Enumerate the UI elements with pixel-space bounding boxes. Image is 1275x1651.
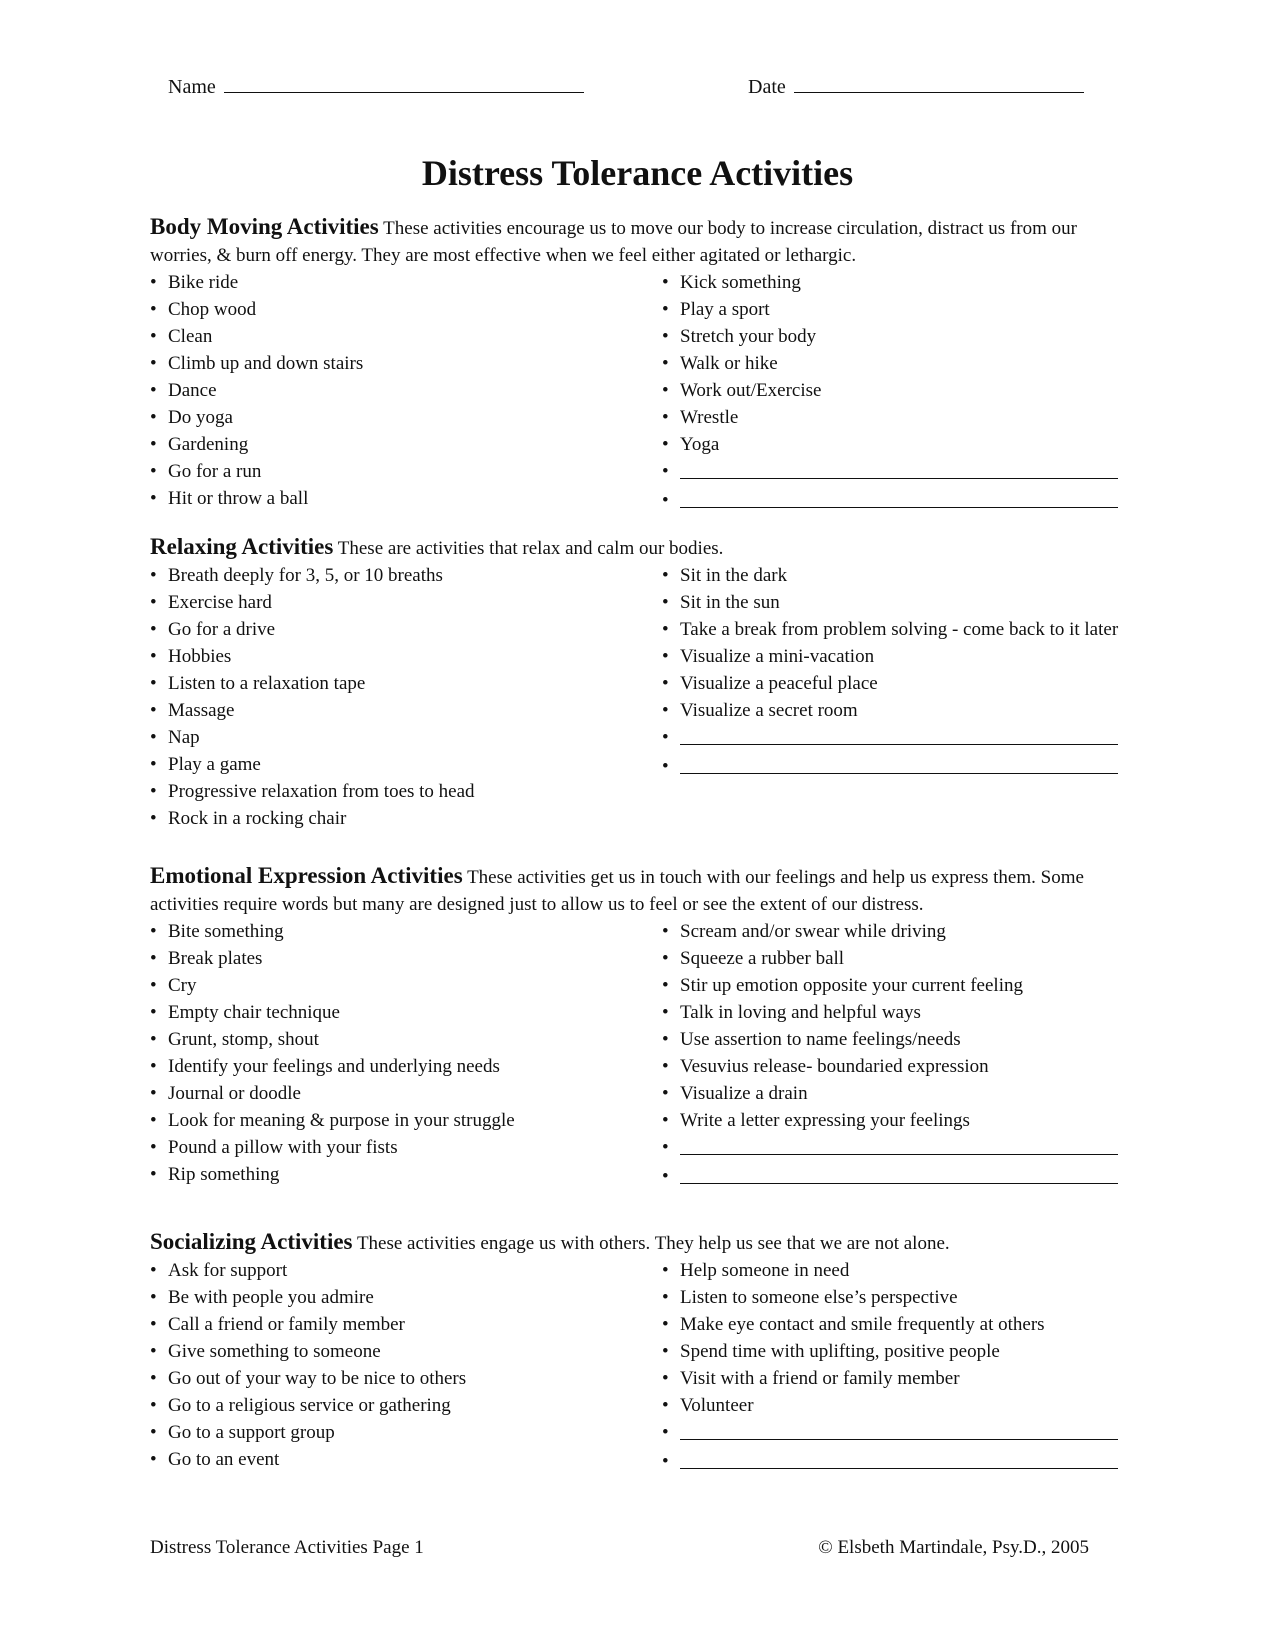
list-item: • Volunteer [662, 1392, 1125, 1419]
date-blank-line[interactable] [794, 74, 1084, 93]
list-item: • Go to a support group [150, 1419, 662, 1446]
blank-list-item[interactable] [662, 1448, 1125, 1477]
list-item: • Rock in a rocking chair [150, 805, 662, 832]
write-in-line[interactable] [680, 487, 1118, 508]
write-in-line[interactable] [680, 1419, 1118, 1440]
list-item: • Listen to someone else’s perspective [662, 1284, 1125, 1311]
section-intro [150, 213, 1125, 269]
list-item: • Grunt, stomp, shout [150, 1026, 662, 1053]
list-item: • Listen to a relaxation tape [150, 670, 662, 697]
list-item: • Stir up emotion opposite your current feeling [662, 972, 1125, 999]
list-item: • Gardening [150, 431, 662, 458]
write-in-line[interactable] [680, 458, 1118, 479]
right-list [662, 562, 1125, 832]
list-item: • Hit or throw a ball [150, 485, 662, 512]
section-socializing [150, 1228, 1125, 1477]
section-heading: Body Moving Activities [150, 214, 379, 239]
list-item: • Bite something [150, 918, 662, 945]
blank-list-item[interactable] [662, 458, 1125, 487]
blank-list-item[interactable] [662, 1134, 1125, 1163]
list-item: • Bike ride [150, 269, 662, 296]
list-item: • Work out/Exercise [662, 377, 1125, 404]
list-item: • Make eye contact and smile frequently at others [662, 1311, 1125, 1338]
list-item: • Nap [150, 724, 662, 751]
list-item: • Identify your feelings and underlying needs [150, 1053, 662, 1080]
section-description: These are activities that relax and calm our bodies. [337, 538, 724, 559]
list-item: • Go for a drive [150, 616, 662, 643]
list-item: • Play a sport [662, 296, 1125, 323]
section-heading: Relaxing Activities [150, 534, 334, 559]
write-in-line[interactable] [680, 1163, 1118, 1184]
list-item: • Talk in loving and helpful ways [662, 999, 1125, 1026]
list-item: • Pound a pillow with your fists [150, 1134, 662, 1161]
list-item: • Visualize a drain [662, 1080, 1125, 1107]
list-item: • Go to a religious service or gathering [150, 1392, 662, 1419]
name-label: Name [168, 76, 216, 98]
name-field[interactable] [168, 74, 584, 99]
left-list [150, 1257, 662, 1477]
list-item: • Progressive relaxation from toes to head [150, 778, 662, 805]
list-item: • Massage [150, 697, 662, 724]
list-item: • Look for meaning & purpose in your struggle [150, 1107, 662, 1134]
list-item: • Kick something [662, 269, 1125, 296]
blank-list-item[interactable] [662, 724, 1125, 753]
list-item: • Walk or hike [662, 350, 1125, 377]
list-item: • Go to an event [150, 1446, 662, 1473]
section-heading: Socializing Activities [150, 1229, 353, 1254]
list-item: • Help someone in need [662, 1257, 1125, 1284]
list-item: • Clean [150, 323, 662, 350]
list-item: • Visualize a secret room [662, 697, 1125, 724]
list-item: • Visualize a mini-vacation [662, 643, 1125, 670]
list-item: • Hobbies [150, 643, 662, 670]
list-item: • Sit in the dark [662, 562, 1125, 589]
list-item: • Dance [150, 377, 662, 404]
list-item: • Squeeze a rubber ball [662, 945, 1125, 972]
footer-page-label: Distress Tolerance Activities Page 1 [150, 1537, 424, 1558]
section-heading: Emotional Expression Activities [150, 863, 463, 888]
list-item: • Scream and/or swear while driving [662, 918, 1125, 945]
list-item: • Exercise hard [150, 589, 662, 616]
section-relaxing [150, 533, 1125, 832]
list-item: • Visualize a peaceful place [662, 670, 1125, 697]
list-item: • Give something to someone [150, 1338, 662, 1365]
list-item: • Go for a run [150, 458, 662, 485]
list-item: • Do yoga [150, 404, 662, 431]
list-item: • Play a game [150, 751, 662, 778]
list-item: • Journal or doodle [150, 1080, 662, 1107]
list-item: • Vesuvius release- boundaried expression [662, 1053, 1125, 1080]
page-title: Distress Tolerance Activities [421, 153, 854, 193]
list-item: • Stretch your body [662, 323, 1125, 350]
left-list [150, 918, 662, 1192]
section-description: These activities engage us with others. They help us see that we are not alone. [356, 1233, 950, 1254]
blank-list-item[interactable] [662, 753, 1125, 782]
blank-list-item[interactable] [662, 1419, 1125, 1448]
section-emotional-expression [150, 862, 1125, 1192]
write-in-line[interactable] [680, 1448, 1118, 1469]
list-item: • Go out of your way to be nice to others [150, 1365, 662, 1392]
section-intro [150, 533, 1125, 562]
blank-list-item[interactable] [662, 487, 1125, 516]
section-intro [150, 862, 1125, 918]
list-item: • Ask for support [150, 1257, 662, 1284]
list-item: • Chop wood [150, 296, 662, 323]
date-label: Date [748, 76, 786, 98]
list-item: • Visit with a friend or family member [662, 1365, 1125, 1392]
list-item: • Cry [150, 972, 662, 999]
right-list [662, 918, 1125, 1192]
section-description: These activities get us in touch with our feelings and help us express them. Some activities require words but many are designed just to allow us to feel or see the extent of our distress. [150, 867, 1084, 915]
list-item: • Call a friend or family member [150, 1311, 662, 1338]
write-in-line[interactable] [680, 1134, 1118, 1155]
left-list [150, 562, 662, 832]
list-item: • Empty chair technique [150, 999, 662, 1026]
blank-list-item[interactable] [662, 1163, 1125, 1192]
date-field[interactable] [748, 74, 1084, 99]
footer-copyright: © Elsbeth Martindale, Psy.D., 2005 [818, 1537, 1089, 1558]
list-item: • Write a letter expressing your feelings [662, 1107, 1125, 1134]
list-item: • Take a break from problem solving - come back to it later [662, 616, 1125, 643]
write-in-line[interactable] [680, 753, 1118, 774]
list-item: • Spend time with uplifting, positive people [662, 1338, 1125, 1365]
list-item: • Rip something [150, 1161, 662, 1188]
list-item: • Break plates [150, 945, 662, 972]
right-list [662, 1257, 1125, 1477]
left-list [150, 269, 662, 516]
list-item: • Yoga [662, 431, 1125, 458]
list-item: • Breath deeply for 3, 5, or 10 breaths [150, 562, 662, 589]
section-description: These activities encourage us to move our body to increase circulation, distract us from our worries, & burn off energy. They are most effective when we feel either agitated or lethargic. [150, 218, 1077, 266]
section-body-moving [150, 213, 1125, 516]
name-blank-line[interactable] [224, 74, 584, 93]
section-intro [150, 1228, 1125, 1257]
list-item: • Sit in the sun [662, 589, 1125, 616]
right-list [662, 269, 1125, 516]
list-item: • Wrestle [662, 404, 1125, 431]
write-in-line[interactable] [680, 724, 1118, 745]
list-item: • Use assertion to name feelings/needs [662, 1026, 1125, 1053]
list-item: • Climb up and down stairs [150, 350, 662, 377]
list-item: • Be with people you admire [150, 1284, 662, 1311]
